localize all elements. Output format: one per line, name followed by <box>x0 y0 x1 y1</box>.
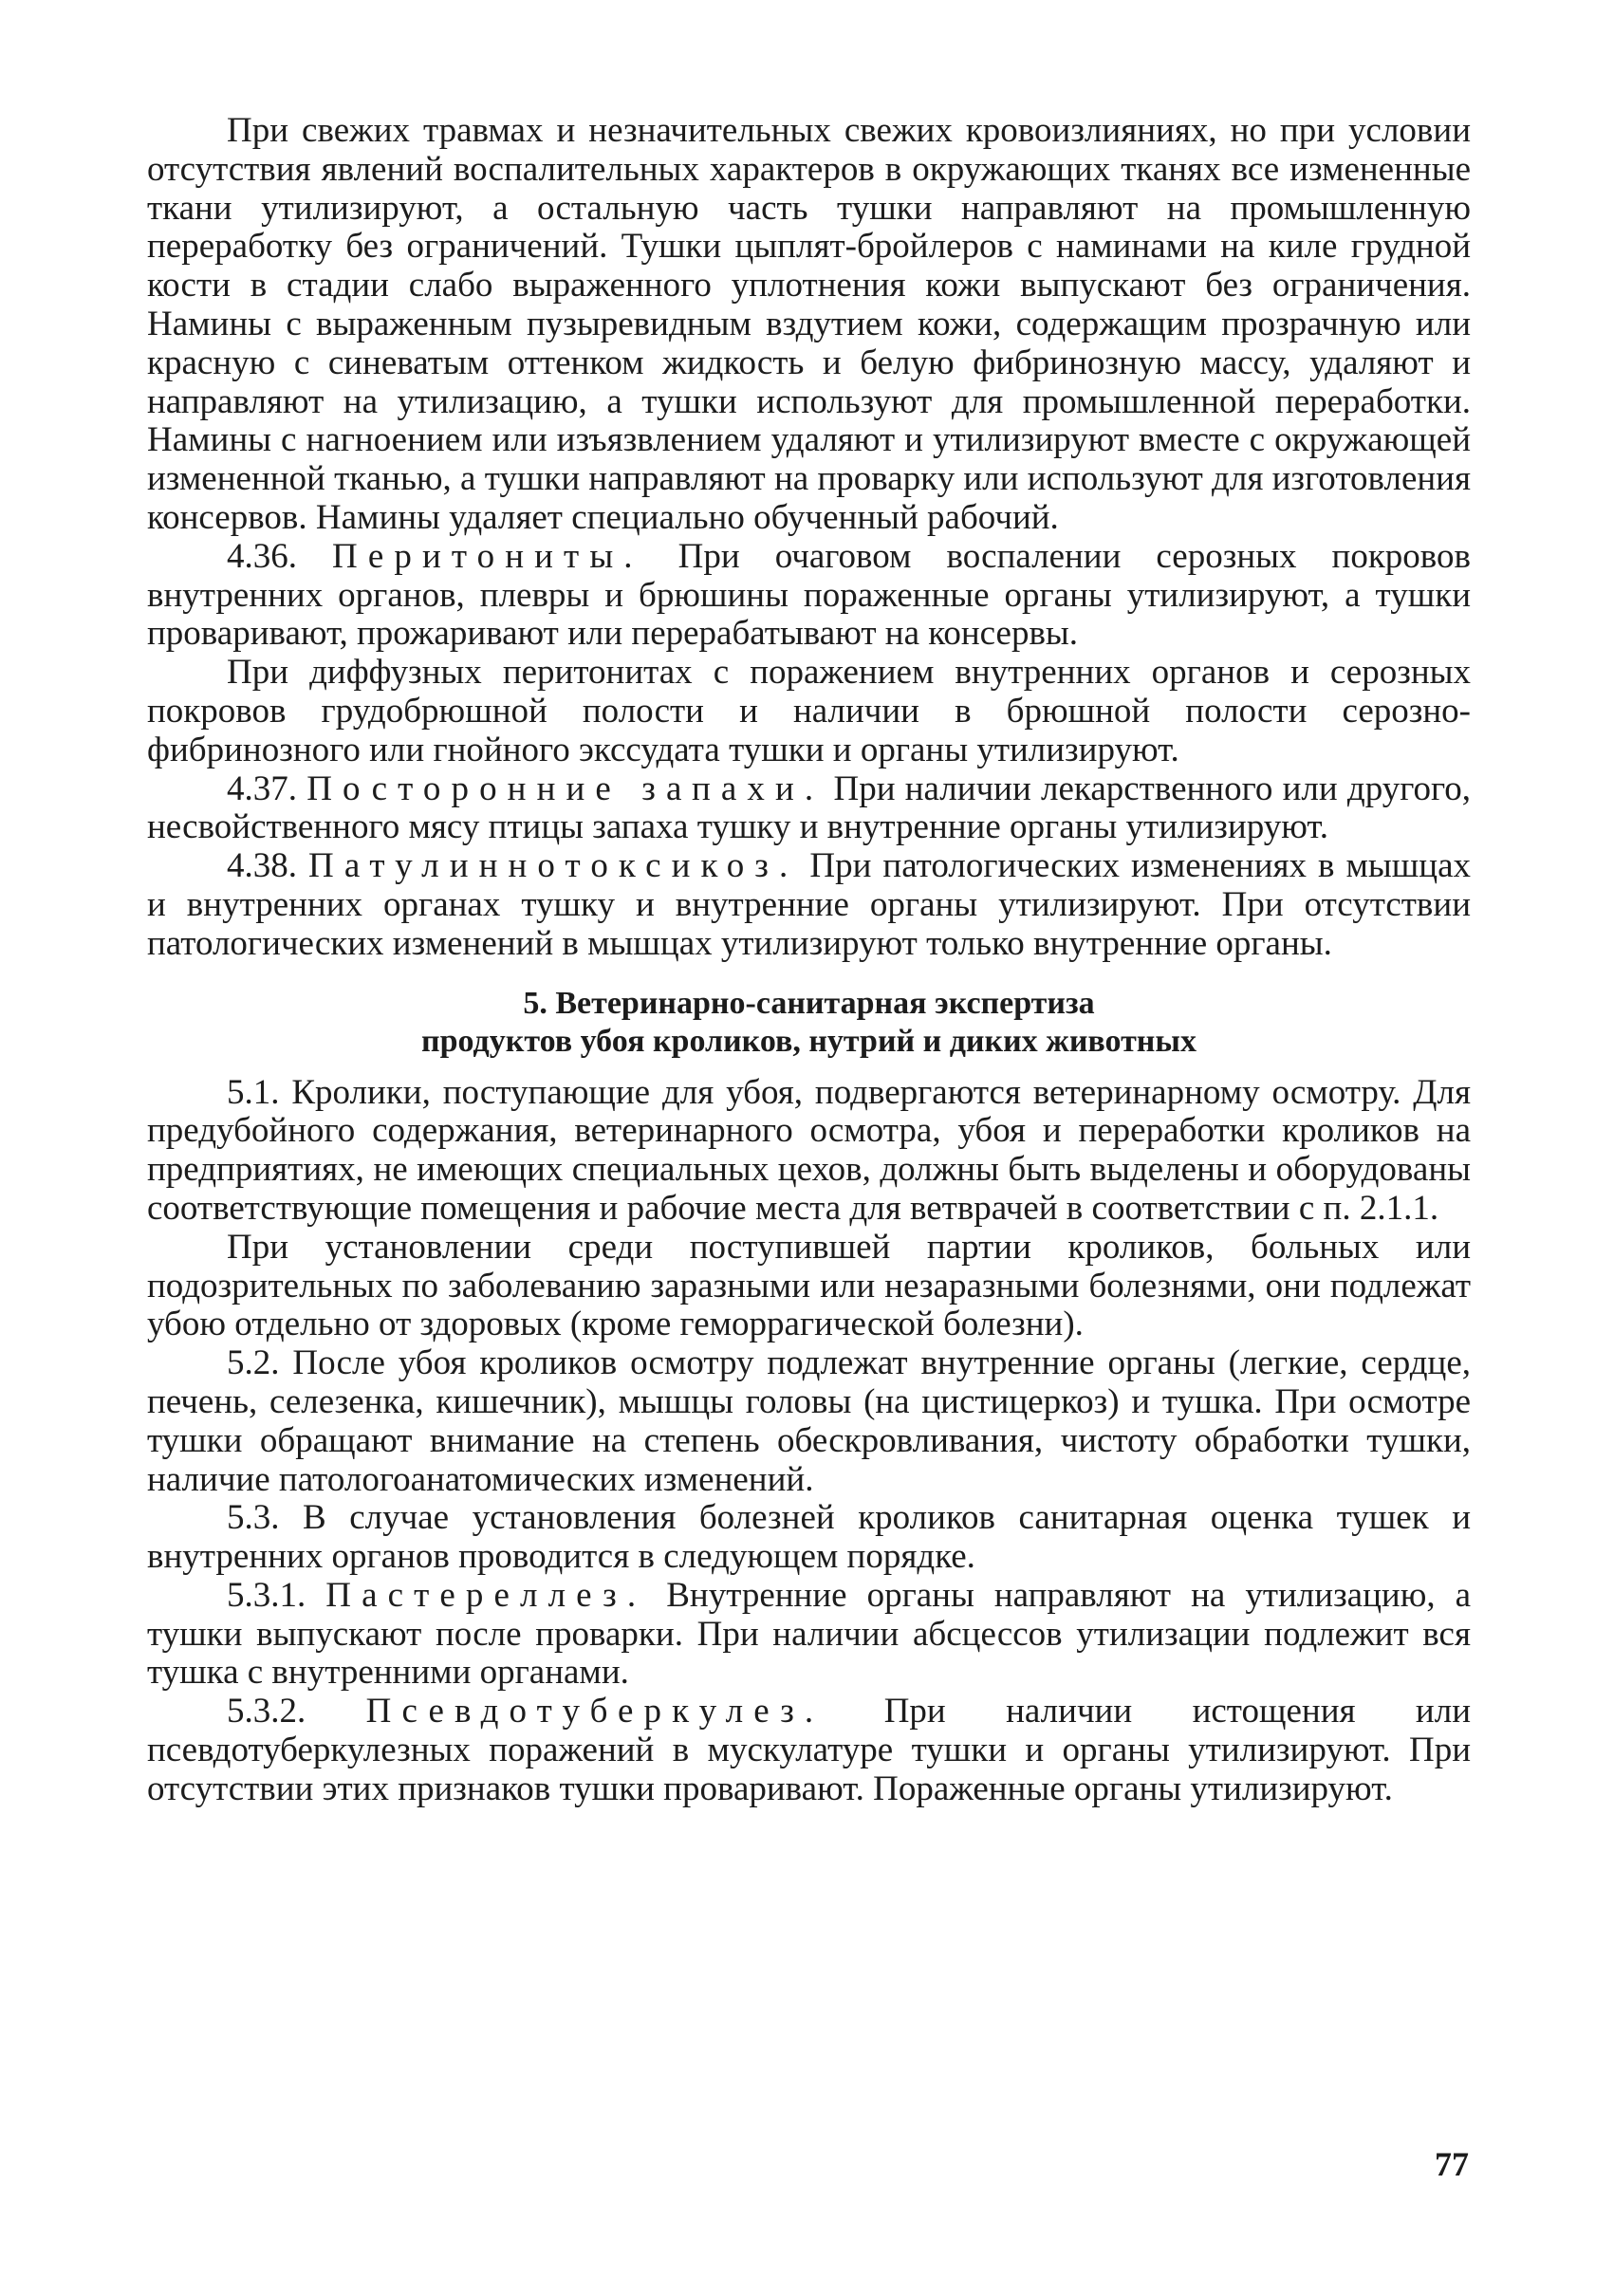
paragraph-5-3-1 <box>147 1577 1471 1693</box>
paragraph-text: В случае установления болезней кроликов санитарная оценка тушек и внутренних органов проводится в следующем порядке. <box>147 1498 1472 1577</box>
paragraph-number: 4.36. <box>227 536 297 576</box>
paragraph-text: При наличии истощения или псевдотуберкулезных поражений в мускулатуре тушки и органы утилизируют. При отсутствии этих признаков тушки проваривают. Пораженные органы утилизируют. <box>147 1692 1471 1808</box>
paragraph-5-3 <box>147 1499 1471 1577</box>
paragraph-term: Патулиннотоксикоз. <box>308 846 799 886</box>
paragraph-number: 5.1. <box>227 1072 280 1112</box>
paragraph-text: При патологических изменениях в мышцах и внутренних органах тушку и внутренние органы утилизируют. При отсутствии патологических изменений в мышцах утилизируют только внутренние органы. <box>147 846 1472 963</box>
paragraph-5-1 <box>147 1074 1471 1229</box>
paragraph-text: Кролики, поступающие для убоя, подвергаются ветеринарному осмотру. Для предубойного содержания, ветеринарного осмотра, убоя и переработки кроликов на предприятиях, не имеющих специальных цехов, должны быть выделены и оборудованы соответствующие помещения и рабочие места для ветврачей в соответствии с п. 2.1.1. <box>147 1072 1471 1228</box>
paragraph-injuries <box>147 112 1471 538</box>
paragraph-sick-rabbits <box>147 1229 1471 1344</box>
paragraph-diffuse-peritonitis <box>147 654 1471 769</box>
paragraph-number: 5.3. <box>227 1498 280 1538</box>
paragraph-number: 4.37. <box>227 768 297 808</box>
paragraph-term: Пастереллез. <box>325 1575 647 1615</box>
paragraph-5-3-2 <box>147 1693 1471 1808</box>
paragraph-term: Псевдотуберкулез. <box>365 1692 825 1731</box>
paragraph-text: При очаговом воспалении серозных покровов внутренних органов, плевры и брюшины пораженные органы утилизируют, а тушки проваривают, прожаривают или перерабатывают на консервы. <box>147 536 1471 654</box>
paragraph-text: При диффузных перитонитах с поражением внутренних органов и серозных покровов грудобрюшной полости и наличии в брюшной полости серозно-фибринозного или гнойного экссудата тушки и органы утилизируют. <box>147 653 1471 769</box>
paragraph-4-36 <box>147 538 1471 654</box>
paragraph-term: Перитониты. <box>332 536 643 576</box>
paragraph-number: 5.3.2. <box>227 1692 306 1731</box>
paragraph-4-38 <box>147 847 1471 963</box>
paragraph-number: 5.3.1. <box>227 1575 306 1615</box>
paragraph-5-2 <box>147 1344 1471 1499</box>
paragraph-text: При установлении среди поступившей партии кроликов, больных или подозрительных по заболеванию заразными или незаразными болезнями, они подлежат убою отдельно от здоровых (кроме геморрагической болезни). <box>147 1227 1471 1344</box>
paragraph-number: 4.38. <box>227 846 297 886</box>
paragraph-term: Посторонние запахи. <box>306 768 825 808</box>
paragraph-text: При свежих травмах и незначительных свежих кровоизлияниях, но при условии отсутствия явлений воспалительных характеров в окружающих тканях все измененные ткани утилизируют, а остальную часть тушки направляют на промышленную переработку без ограничений. Тушки цыплят-бройлеров с наминами на киле грудной кости в стадии слабо выраженного уплотнения кожи выпускают без ограничения. Намины с выраженным пузыревидным вздутием кожи, содержащим прозрачную или красную с синеватым оттенком жидкость и белую фибринозную массу, удаляют и направляют на утилизацию, а тушки используют для промышленной переработки. Намины с нагноением или изъязвлением удаляют и утилизируют вместе с окружающей измененной тканью, а тушки направляют на проварку или используют для изготовления консервов. Намины удаляет специально обученный рабочий. <box>147 111 1471 537</box>
paragraph-4-37 <box>147 770 1471 848</box>
section-heading-line-2: продуктов убоя кроликов, нутрий и диких животных <box>421 1023 1197 1059</box>
paragraph-text: Внутренние органы направляют на утилизацию, а тушки выпускают после проварки. При наличии абсцессов утилизации подлежит вся тушка с внутренними органами. <box>147 1575 1472 1693</box>
section-heading <box>147 985 1471 1061</box>
paragraph-text: После убоя кроликов осмотру подлежат внутренние органы (легкие, сердце, печень, селезенка, кишечник), мышцы головы (на цистицеркоз) и тушка. При осмотре тушки обращают внимание на степень обескровливания, чистоту обработки тушки, наличие патологоанатомических изменений. <box>147 1343 1472 1499</box>
paragraph-text: При наличии лекарственного или другого, несвойственного мясу птицы запаха тушку и внутренние органы утилизируют. <box>147 768 1471 847</box>
section-heading-line-1: 5. Ветеринарно-санитарная экспертиза <box>523 985 1095 1021</box>
paragraph-number: 5.2. <box>227 1343 280 1383</box>
document-page <box>147 112 1471 1809</box>
page-number: 77 <box>1435 2145 1469 2183</box>
